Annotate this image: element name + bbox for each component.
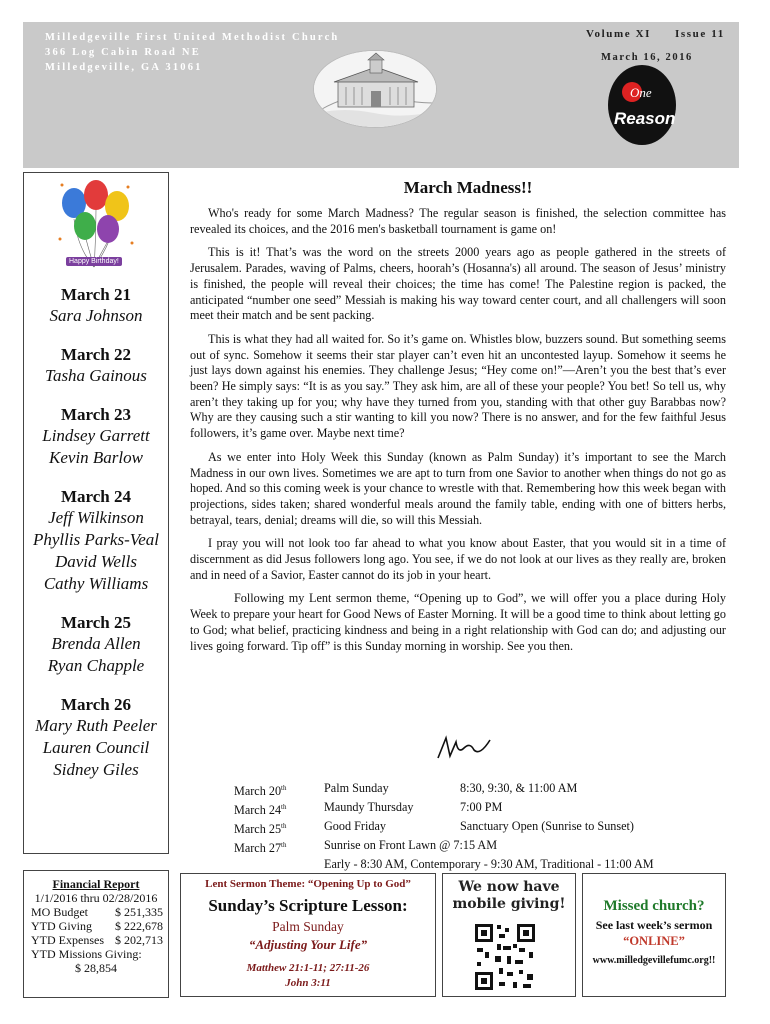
logo-text-reason: Reason: [614, 109, 676, 128]
volume-label: Volume XI: [586, 28, 652, 40]
birthday-date: March 22: [60, 345, 132, 364]
church-website-link[interactable]: www.milledgevillefumc.org!!: [592, 955, 716, 966]
birthday-name: David Wells: [54, 552, 137, 571]
financial-value: $ 222,678: [115, 919, 163, 933]
article-paragraph: This is it! That’s was the word on the streets 2000 years ago as people gathered in the streets of Jerusalem. Parades, waving of Palms, cheers, hoorah’s (Hosanna's) all around. The season of Jesus’ ministry is finished, the people will reveal their choices; the time has come! The Palestine region is packed, the anticipated “number one seed” Messiah is making his way toward center court, and all challengers will soon meet their match and be sent packing.: [190, 245, 726, 323]
schedule-time: 8:30, 9:30, & 11:00 AM: [460, 781, 578, 795]
article-headline: March Madness!!: [403, 178, 533, 197]
schedule-row: [234, 818, 720, 837]
birthday-name: Ryan Chapple: [47, 656, 145, 675]
schedule-day: March 20: [234, 784, 282, 798]
volume-issue: [586, 28, 749, 40]
one-reason-logo: [606, 64, 678, 146]
missions-label: YTD Missions Giving:: [31, 947, 142, 961]
birthday-name: Lauren Council: [42, 738, 150, 757]
mobile-giving-heading: We now have mobile giving!: [452, 879, 566, 912]
church-address: [45, 30, 339, 75]
financial-value: $ 251,335: [115, 905, 163, 919]
article-paragraph: As we enter into Holy Week this Sunday (known as Palm Sunday) it’s important to see the March Madness in our own lives. Sometimes we are apt to turn from one Savior to another when things do not go as hoped. And so this coming week is your chance to wrestle with that. Remembering how this week began with projections, sides taken; shared wonderful meals around the family table, ending with one of bitters herbs, betrayal, tears, denial; dreams will die, so will this Messiah.: [190, 449, 726, 527]
issue-label: Issue 11: [675, 28, 725, 40]
birthday-sidebar: [23, 172, 169, 854]
financial-report-period: 1/1/2016 thru 02/28/2016: [34, 891, 158, 905]
church-city: Milledgeville, GA 31061: [45, 62, 203, 73]
scripture-heading: Sunday’s Scripture Lesson:: [208, 896, 408, 915]
mobile-giving-box: [442, 873, 576, 997]
article-paragraph: This is what they had all waited for. So it’s game on. Whistles blow, buzzers sound. But something seems out of sync. Somehow it seems their star player can’t even hit an uncontested layup. Somehow it seems he just lays down against his enemies. They challenge Jesus; “Hey come on!”—Aren’t you the best that’s ever been? He simply says: “It is as you say.” They ask him, are all of these your people? You bet! So tell us, why aren’t they taking up for you; why have they turned from you, standing with that other guy Barabbas now? Why are they causing such a stir wanting to kill you now? There is no answer, and for the few faithful Jesus followers, it’s game over. Maybe next time?: [190, 331, 726, 441]
church-building-image: [313, 50, 437, 128]
article: [190, 172, 726, 654]
birthday-name: Tasha Gainous: [45, 366, 147, 385]
missed-church-box: [582, 873, 726, 997]
qr-code-icon[interactable]: [473, 922, 537, 992]
financial-row: [29, 933, 163, 947]
sermon-title: “Adjusting Your Life”: [248, 937, 368, 952]
birthday-name: Mary Ruth Peeler: [35, 716, 157, 735]
financial-report-title: Financial Report: [52, 877, 140, 891]
issue-date: March 16, 2016: [601, 52, 693, 63]
schedule-row: [234, 837, 720, 856]
birthday-date: March 24: [60, 487, 132, 506]
schedule-event: Good Friday: [324, 819, 386, 833]
scripture-lesson-box: [180, 873, 436, 997]
financial-value: $ 202,713: [115, 933, 163, 947]
schedule-day: March 24: [234, 803, 282, 817]
birthday-date: March 21: [60, 285, 132, 304]
schedule-day-suffix: th: [281, 841, 287, 849]
birthday-date: March 25: [60, 613, 132, 632]
financial-row: [29, 919, 163, 933]
financial-label: MO Budget: [31, 905, 88, 919]
missions-value: $ 28,854: [75, 961, 117, 975]
missed-church-heading: Missed church?: [603, 898, 705, 914]
birthday-name: Cathy Williams: [43, 574, 149, 593]
schedule-service-times: Early - 8:30 AM, Contemporary - 9:30 AM, Traditional - 11:00 AM: [324, 857, 654, 871]
schedule-event: Maundy Thursday: [324, 800, 414, 814]
schedule-time: Sanctuary Open (Sunrise to Sunset): [460, 819, 634, 833]
schedule-time: 7:00 PM: [460, 800, 503, 814]
birthday-date: March 26: [60, 695, 132, 714]
birthday-date: March 23: [60, 405, 132, 424]
scripture-verse: Matthew 21:1-11; 27:11-26: [246, 962, 370, 974]
church-street: 366 Log Cabin Road NE: [45, 47, 201, 58]
article-paragraph: Following my Lent sermon theme, “Opening up to God”, we will offer you a place during Holy Week to prepare your heart for Good News of Easter Morning. It will be a good time to think about letting go to God; what belief, practicing kindness and being in a right relationship with God can do; and adjusting our lives going forward. Tip off” is this Sunday morning in worship. See you then.: [190, 591, 726, 653]
schedule-day: March 25: [234, 822, 282, 836]
schedule-event: Palm Sunday: [324, 781, 389, 795]
lent-theme: Lent Sermon Theme: “Opening Up to God”: [205, 878, 411, 890]
scripture-verse: John 3:11: [285, 977, 331, 989]
logo-text-one: One: [630, 85, 652, 100]
financial-label: YTD Expenses: [31, 933, 104, 947]
church-name: Milledgeville First United Methodist Church: [45, 32, 340, 43]
schedule-day-suffix: th: [281, 803, 287, 811]
birthday-name: Brenda Allen: [51, 634, 141, 653]
schedule-day-suffix: th: [281, 822, 287, 830]
schedule-row: [234, 799, 720, 818]
birthday-name: Kevin Barlow: [49, 448, 143, 467]
birthday-name: Phyllis Parks-Veal: [32, 530, 160, 549]
birthday-name: Jeff Wilkinson: [48, 508, 144, 527]
financial-report: [23, 870, 169, 998]
article-paragraph: I pray you will not look too far ahead to what you know about Easter, that you would sit in a time of discernment as did Jesus followers long ago. You see, if we do not look at our lives as they really are, broken and in need of a Savior, Easter cannot do its job in your heart.: [190, 536, 726, 582]
financial-label: YTD Giving: [31, 919, 92, 933]
birthday-caption: Happy Birthday!: [66, 257, 122, 266]
schedule-day: March 27: [234, 841, 282, 855]
pastor-signature: [436, 734, 492, 762]
schedule-row: [234, 780, 720, 799]
schedule-day-suffix: th: [281, 784, 287, 792]
financial-row: [29, 905, 163, 919]
birthday-list: [24, 285, 168, 781]
birthday-name: Sidney Giles: [53, 760, 139, 779]
online-label: “ONLINE”: [623, 934, 685, 948]
birthday-name: Lindsey Garrett: [42, 426, 150, 445]
article-paragraph: Who's ready for some March Madness? The regular season is finished, the selection committee has revealed its choices, and the 2016 men's basketball tournament is game on!: [190, 206, 726, 236]
holy-week-schedule: [234, 780, 720, 872]
missed-church-subtext: See last week’s sermon: [595, 918, 713, 932]
scripture-day: Palm Sunday: [272, 919, 344, 934]
schedule-event: Sunrise on Front Lawn @ 7:15 AM: [324, 838, 498, 852]
birthday-name: Sara Johnson: [49, 306, 143, 325]
